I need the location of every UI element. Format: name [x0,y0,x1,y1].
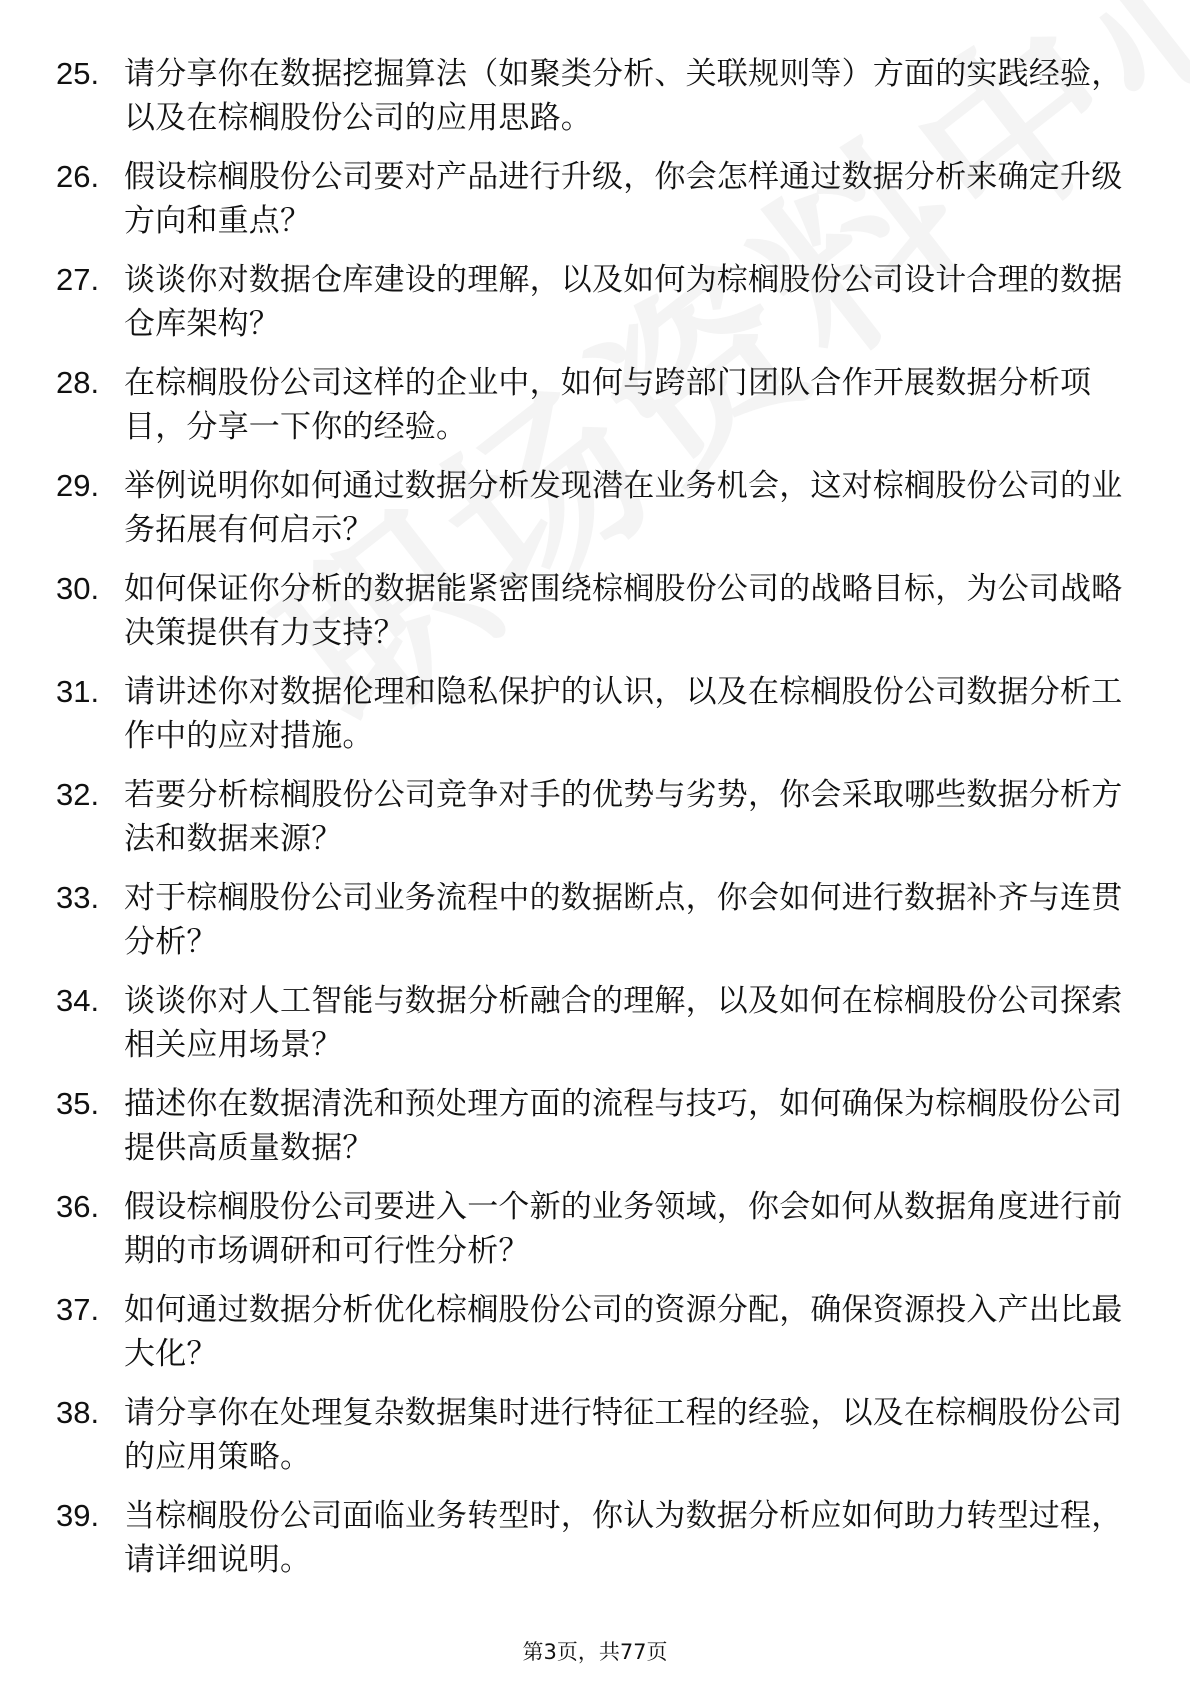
question-item [56,876,1146,979]
question-item [56,773,1146,876]
question-text: 请分享你在数据挖掘算法（如聚类分析、关联规则等）方面的实践经验，以及在棕榈股份公司的应用思路。 [124,56,1123,136]
question-number: 35. [56,1086,100,1121]
question-number: 28. [56,365,100,400]
question-text: 描述你在数据清洗和预处理方面的流程与技巧，如何确保为棕榈股份公司提供高质量数据？ [124,1086,1123,1166]
question-item [56,258,1146,361]
question-text: 请分享你在处理复杂数据集时进行特征工程的经验，以及在棕榈股份公司的应用策略。 [124,1395,1123,1475]
question-item [56,464,1146,567]
question-text: 谈谈你对数据仓库建设的理解，以及如何为棕榈股份公司设计合理的数据仓库架构？ [124,262,1123,342]
question-number: 26. [56,159,100,194]
question-number: 33. [56,880,100,915]
question-text: 举例说明你如何通过数据分析发现潜在业务机会，这对棕榈股份公司的业务拓展有何启示？ [124,468,1123,548]
question-item [56,1185,1146,1288]
question-text: 请讲述你对数据伦理和隐私保护的认识，以及在棕榈股份公司数据分析工作中的应对措施。 [124,674,1123,754]
question-number: 25. [56,56,100,91]
question-number: 34. [56,983,100,1018]
question-item [56,979,1146,1082]
question-item [56,1494,1146,1597]
question-number: 32. [56,777,100,812]
question-number: 31. [56,674,100,709]
question-number: 38. [56,1395,100,1430]
question-number: 30. [56,571,100,606]
question-item [56,1391,1146,1494]
question-text: 在棕榈股份公司这样的企业中，如何与跨部门团队合作开展数据分析项目，分享一下你的经验。 [124,365,1092,445]
question-item [56,567,1146,670]
question-list [56,52,1146,1597]
question-number: 36. [56,1189,100,1224]
question-text: 假设棕榈股份公司要进入一个新的业务领域，你会如何从数据角度进行前期的市场调研和可行性分析？ [124,1189,1123,1269]
question-text: 假设棕榈股份公司要对产品进行升级，你会怎样通过数据分析来确定升级方向和重点？ [124,159,1123,239]
question-number: 29. [56,468,100,503]
question-item [56,52,1146,155]
question-item [56,361,1146,464]
question-text: 如何保证你分析的数据能紧密围绕棕榈股份公司的战略目标，为公司战略决策提供有力支持？ [124,571,1123,651]
question-number: 27. [56,262,100,297]
question-item [56,670,1146,773]
question-number: 37. [56,1292,100,1327]
question-item [56,1082,1146,1185]
question-number: 39. [56,1498,100,1533]
question-item [56,1288,1146,1391]
question-text: 若要分析棕榈股份公司竞争对手的优势与劣势，你会采取哪些数据分析方法和数据来源？ [124,777,1123,857]
question-text: 谈谈你对人工智能与数据分析融合的理解，以及如何在棕榈股份公司探索相关应用场景？ [124,983,1123,1063]
question-text: 如何通过数据分析优化棕榈股份公司的资源分配，确保资源投入产出比最大化？ [124,1292,1123,1372]
page-footer: 第3页，共77页 [522,1640,668,1664]
question-text: 对于棕榈股份公司业务流程中的数据断点，你会如何进行数据补齐与连贯分析？ [124,880,1123,960]
question-text: 当棕榈股份公司面临业务转型时，你认为数据分析应如何助力转型过程，请详细说明。 [124,1498,1123,1578]
question-item [56,155,1146,258]
